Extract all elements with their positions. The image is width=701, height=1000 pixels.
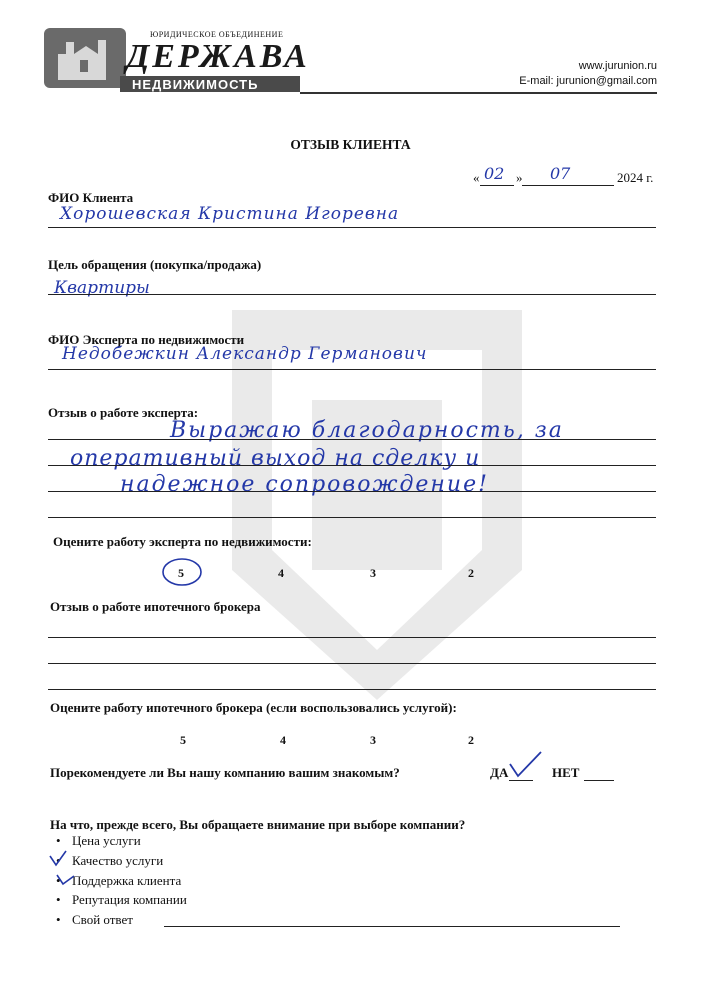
expert-rating-3[interactable]: 3 <box>370 566 376 580</box>
subbrand-bar <box>120 76 300 92</box>
expert-line <box>48 369 656 370</box>
recommend-yes-line <box>509 780 533 781</box>
expert-review-line-2[interactable]: оперативный выход на сделку и <box>70 446 481 471</box>
broker-rating-2[interactable]: 2 <box>468 733 474 747</box>
subbrand-text: НЕДВИЖИМОСТЬ <box>132 77 259 92</box>
client-line <box>48 227 656 228</box>
expert-review-rule-4 <box>48 517 656 518</box>
check-support-icon <box>56 872 76 886</box>
check-quality-icon <box>48 850 68 868</box>
criteria-item-price[interactable]: • Цена услуги <box>72 833 141 849</box>
broker-review-rule-2 <box>48 663 656 664</box>
date-month: 07 <box>550 164 571 183</box>
date-month-line <box>522 185 614 186</box>
criteria-item-own-answer[interactable]: • Свой ответ <box>72 912 133 928</box>
email-link[interactable]: E-mail: jurunion@gmail.com <box>519 75 657 87</box>
date-year: 2024 г. <box>617 170 654 185</box>
recommend-no-line <box>584 780 614 781</box>
broker-rating-4[interactable]: 4 <box>280 733 286 747</box>
broker-rating-3[interactable]: 3 <box>370 733 376 747</box>
purpose-line <box>48 294 656 295</box>
page-title: ОТЗЫВ КЛИЕНТА <box>290 137 411 152</box>
header-rule <box>300 92 657 94</box>
client-value[interactable]: Хорошевская Кристина Игоревна <box>60 204 400 224</box>
purpose-label: Цель обращения (покупка/продажа) <box>48 257 262 272</box>
date-day-line <box>480 185 514 186</box>
broker-review-rule-3 <box>48 689 656 690</box>
date-close-quote: » <box>516 170 523 185</box>
expert-rating-5[interactable]: 5 <box>178 566 184 580</box>
date-day: 02 <box>484 164 505 183</box>
broker-review-label: Отзыв о работе ипотечного брокера <box>50 599 261 614</box>
client-label: ФИО Клиента <box>48 190 134 205</box>
expert-review-line-3[interactable]: надежное сопровождение! <box>120 472 489 497</box>
recommend-no[interactable]: НЕТ <box>552 765 580 780</box>
expert-review-rule-2 <box>48 465 656 466</box>
expert-review-label: Отзыв о работе эксперта: <box>48 405 199 420</box>
broker-rating-5[interactable]: 5 <box>180 733 186 747</box>
recommend-yes[interactable]: ДА <box>490 765 509 780</box>
expert-rating-4[interactable]: 4 <box>278 566 284 580</box>
purpose-value[interactable]: Квартиры <box>54 278 150 298</box>
broker-review-rule-1 <box>48 637 656 638</box>
expert-review-rule-3 <box>48 491 656 492</box>
own-answer-line <box>164 926 620 927</box>
date-open-quote: « <box>473 170 480 185</box>
broker-rating-label: Оцените работу ипотечного брокера (если воспользовались услугой): <box>50 700 457 715</box>
company-small-text: ЮРИДИЧЕСКОЕ ОБЪЕДИНЕНИЕ <box>150 30 284 39</box>
selected-circle-mark <box>160 556 206 588</box>
expert-rating-label: Оцените работу эксперта по недвижимости: <box>53 534 312 549</box>
criteria-item-reputation[interactable]: • Репутация компании <box>72 892 187 908</box>
expert-label: ФИО Эксперта по недвижимости <box>48 332 245 347</box>
criteria-item-support[interactable]: • Поддержка клиента <box>72 873 181 889</box>
expert-rating-2[interactable]: 2 <box>468 566 474 580</box>
expert-review-line-1[interactable]: Выражаю благодарность, за <box>170 418 564 443</box>
criteria-item-quality[interactable]: • Качество услуги <box>72 853 163 869</box>
recommend-label: Порекомендуете ли Вы нашу компанию вашим знакомым? <box>50 765 400 780</box>
brand-name: ДЕРЖАВА <box>126 38 310 75</box>
checkmark-icon <box>508 750 544 780</box>
criteria-label: На что, прежде всего, Вы обращаете внимание при выборе компании? <box>50 817 466 832</box>
expert-value[interactable]: Недобежкин Александр Германович <box>62 344 428 364</box>
website-link[interactable]: www.jurunion.ru <box>578 60 657 72</box>
castle-icon <box>54 34 118 84</box>
expert-review-rule-1 <box>48 439 656 440</box>
